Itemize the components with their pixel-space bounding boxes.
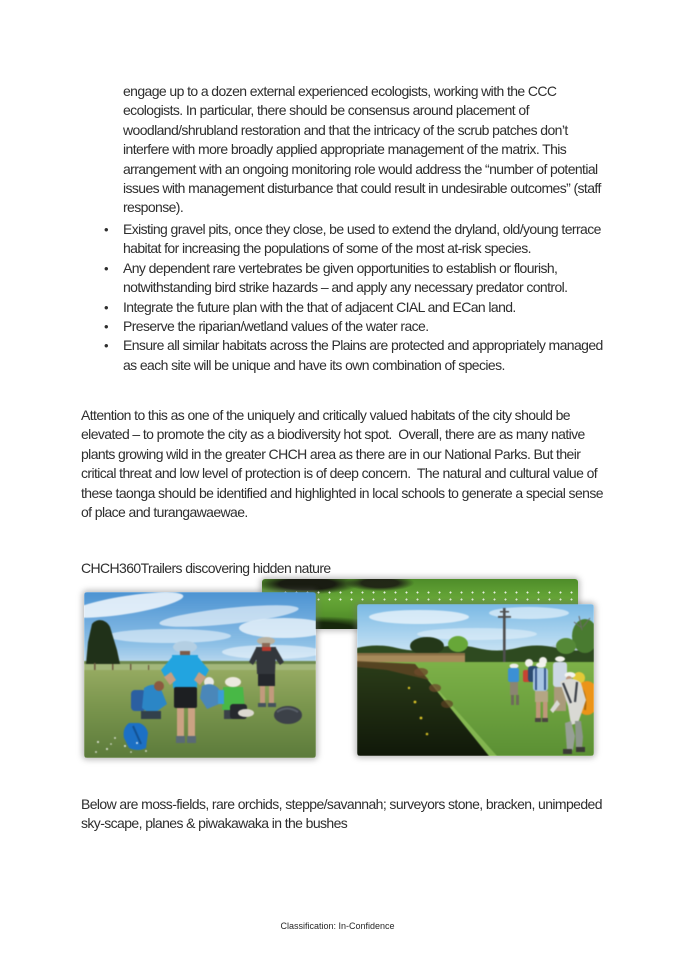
bullet-text: Existing gravel pits, once they close, be used to extend the dryland, old/young terrace habitat for increasing the populations of some of the most at-risk species. <box>123 221 605 257</box>
list-item <box>104 259 604 298</box>
bullet-marker: • <box>104 299 108 315</box>
bullet-text: Integrate the future plan with the that of adjacent CIAL and ECan land. <box>123 298 516 315</box>
water-race-walk-image <box>357 604 594 756</box>
bullet-marker: • <box>104 319 108 335</box>
below-photos-paragraph: Below are moss-fields, rare orchids, steppe/savannah; surveyors stone, bracken, unimpeded sky-scape, planes & piwakawaka in the bushes <box>81 796 606 832</box>
photo-water-race-walk <box>357 604 594 756</box>
bullet-text: Any dependent rare vertebrates be given opportunities to establish or flourish, notwithstanding bird strike hazards – and apply any necessary predator control. <box>123 259 568 296</box>
field-group-image <box>84 592 316 758</box>
bullet-marker: • <box>104 260 108 276</box>
list-item <box>104 298 604 317</box>
continuation-paragraph: engage up to a dozen external experienced ecologists, working with the CCC ecologists. In particular, there should be consensus around placement of woodland/shrubland restoration and that the intricacy of the scrub patches don’t interfere with more broadly applied appropriate management of the matrix. This arrangement with an ongoing monitoring role would address the “number of potential issues with management disturbance that could result in undesirable outcomes” (staff response). <box>123 83 605 216</box>
list-item <box>104 317 604 336</box>
recommendations-list <box>104 220 607 375</box>
list-item <box>104 220 604 259</box>
attention-paragraph: Attention to this as one of the uniquely and critically valued habitats of the city should be elevated – to promote the city as a biodiversity hot spot. Overall, there are as many native plants growing wild in the greater CHCH area as there are in our National Parks. But their critical threat and low level of protection is of deep concern. The natural and cultural value of these taonga should be identified and highlighted in local schools to generate a special sense of place and turangawaewae. <box>81 407 607 521</box>
bullet-marker: • <box>104 222 108 237</box>
photo-field-group <box>84 592 316 758</box>
bullet-marker: • <box>104 338 108 354</box>
classification-footer: Classification: In-Confidence <box>280 921 395 931</box>
bullet-text: Ensure all similar habitats across the Plains are protected and appropriately managed as each site will be unique and have its own combination of species. <box>123 337 607 373</box>
photo-caption: CHCH360Trailers discovering hidden nature <box>81 560 331 576</box>
bullet-text: Preserve the riparian/wetland values of the water race. <box>123 318 429 335</box>
list-item <box>104 336 607 375</box>
